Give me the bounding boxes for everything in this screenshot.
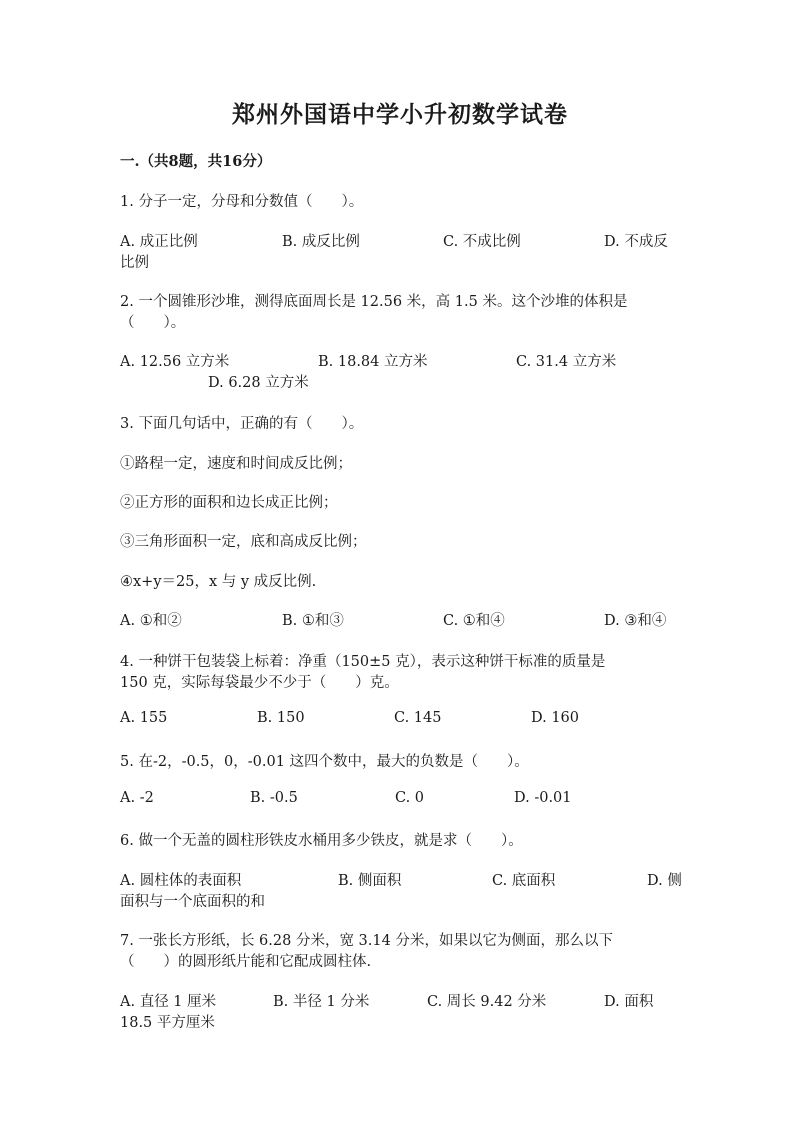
question-6-option-a[interactable]: A. 圆柱体的表面积 — [120, 873, 242, 889]
question-4-stem-cont: 150 克，实际每袋最少不少于（ ）克。 — [120, 675, 399, 691]
question-7-option-d-wrap: 18.5 平方厘米 — [120, 1015, 215, 1031]
question-3-option-d[interactable]: D. ③和④ — [604, 613, 667, 629]
question-3-statement-1: ①路程一定，速度和时间成反比例； — [120, 456, 352, 472]
question-4-option-c[interactable]: C. 145 — [394, 710, 442, 726]
question-1-option-a[interactable]: A. 成正比例 — [120, 234, 198, 250]
question-1-option-d[interactable]: D. 不成反 — [604, 234, 668, 250]
question-2-stem: 2. 一个圆锥形沙堆，测得底面周长是 12.56 米，高 1.5 米。这个沙堆的体积是 — [120, 294, 628, 310]
question-4-option-d[interactable]: D. 160 — [531, 710, 580, 726]
question-2-stem-cont: （ ）。 — [120, 315, 186, 331]
section-heading: 一.（共8题，共16分） — [120, 153, 272, 170]
question-6-option-d[interactable]: D. 侧 — [647, 873, 682, 889]
question-4-option-a[interactable]: A. 155 — [120, 710, 168, 726]
question-3-statement-3: ③三角形面积一定，底和高成反比例； — [120, 534, 367, 550]
question-6-option-d-wrap: 面积与一个底面积的和 — [120, 894, 265, 910]
question-1-option-d-wrap: 比例 — [120, 255, 149, 271]
question-3-option-a[interactable]: A. ①和② — [120, 613, 182, 629]
question-3-statement-4: ④x+y＝25，x 与 y 成反比例. — [120, 574, 317, 590]
question-5-option-c[interactable]: C. 0 — [395, 790, 425, 806]
question-1-option-b[interactable]: B. 成反比例 — [282, 234, 360, 250]
question-3-option-c[interactable]: C. ①和④ — [443, 613, 505, 629]
question-1-option-c[interactable]: C. 不成比例 — [443, 234, 521, 250]
question-2-option-b[interactable]: B. 18.84 立方米 — [318, 354, 428, 370]
question-3-option-b[interactable]: B. ①和③ — [282, 613, 344, 629]
question-3-stem: 3. 下面几句话中，正确的有（ ）。 — [120, 416, 364, 432]
question-6-option-b[interactable]: B. 侧面积 — [338, 873, 402, 889]
question-7-option-a[interactable]: A. 直径 1 厘米 — [120, 994, 217, 1010]
question-5-stem: 5. 在-2，-0.5，0，-0.01 这四个数中，最大的负数是（ ）。 — [120, 754, 529, 770]
question-7-option-c[interactable]: C. 周长 9.42 分米 — [427, 994, 547, 1010]
question-7-stem: 7. 一张长方形纸，长 6.28 分米，宽 3.14 分米，如果以它为侧面，那么以下 — [120, 933, 613, 949]
question-4-option-b[interactable]: B. 150 — [257, 710, 305, 726]
question-1-stem: 1. 分子一定，分母和分数值（ ）。 — [120, 194, 364, 210]
question-7-option-d[interactable]: D. 面积 — [604, 994, 654, 1010]
question-5-option-a[interactable]: A. -2 — [120, 790, 154, 806]
question-6-stem: 6. 做一个无盖的圆柱形铁皮水桶用多少铁皮，就是求（ ）。 — [120, 833, 523, 849]
exam-title: 郑州外国语中学小升初数学试卷 — [232, 101, 568, 128]
question-4-stem: 4. 一种饼干包装袋上标着：净重（150±5 克），表示这种饼干标准的质量是 — [120, 654, 606, 670]
question-5-option-d[interactable]: D. -0.01 — [514, 790, 572, 806]
question-2-option-d[interactable]: D. 6.28 立方米 — [208, 375, 309, 391]
question-7-stem-cont: （ ）的圆形纸片能和它配成圆柱体. — [120, 954, 372, 970]
question-7-option-b[interactable]: B. 半径 1 分米 — [273, 994, 370, 1010]
question-2-option-c[interactable]: C. 31.4 立方米 — [516, 354, 617, 370]
question-5-option-b[interactable]: B. -0.5 — [250, 790, 298, 806]
question-3-statement-2: ②正方形的面积和边长成正比例； — [120, 495, 338, 511]
question-6-option-c[interactable]: C. 底面积 — [492, 873, 556, 889]
question-2-option-a[interactable]: A. 12.56 立方米 — [120, 354, 230, 370]
